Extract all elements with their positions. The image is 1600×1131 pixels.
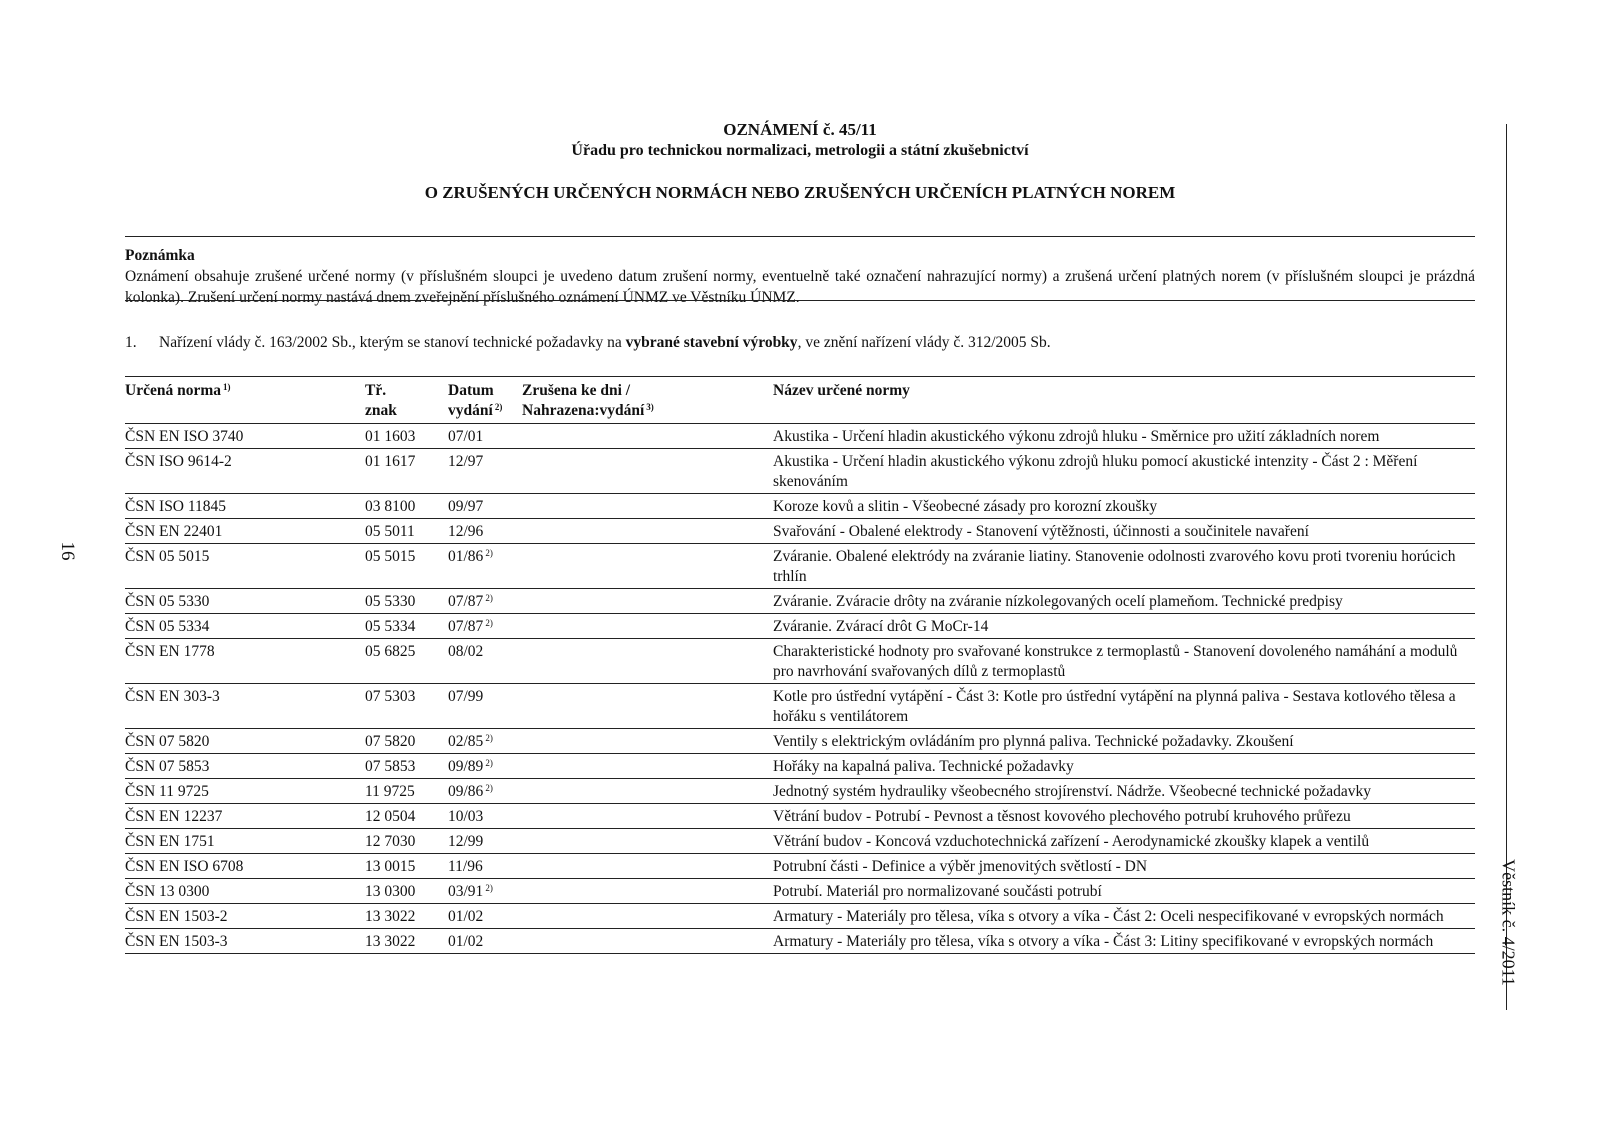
cell-name: Větrání budov - Potrubí - Pevnost a těsnost kovového plechového potrubí kruhového průřezu [773,808,1351,825]
cell-class: 12 0504 [365,808,416,825]
cell-cancelled [522,592,773,612]
cell-date: 09/86 $^{2)}$ [448,783,493,800]
footnote-mark: 2) [485,758,493,768]
table-row [125,729,1475,754]
cell-class: 13 0015 [365,858,416,875]
cell-class: 12 7030 [365,833,416,850]
cell-name: Jednotný systém hydrauliky všeobecného strojírenství. Nádrže. Všeobecné technické požadavky [773,783,1372,800]
cell-name: Akustika - Určení hladin akustického výkonu zdrojů hluku pomocí akustické intenzity - Část 2 : Měření skenováním [773,453,1418,490]
table-row [125,779,1475,804]
cell-class: 05 5015 [365,548,416,565]
note-heading: Poznámka [125,247,195,264]
cell-date: 01/02 [448,933,484,950]
footnote-mark: 2) [485,548,493,558]
cell-name: Zváranie. Zváracie drôty na zváranie nízkolegovaných ocelí plameňom. Technické predpisy [773,593,1343,610]
cell-norm: ČSN 13 0300 [125,883,210,900]
footnote-mark: 2) [485,618,493,628]
cell-class: 11 9725 [365,783,415,800]
cell-date: 07/99 [448,688,484,705]
cell-class: 05 5330 [365,593,416,610]
norms-table [125,376,1475,954]
cell-cancelled [522,807,773,827]
cell-date: 11/96 [448,858,483,875]
cell-cancelled [522,497,773,517]
cell-class: 05 5334 [365,618,416,635]
cell-date: 01/02 [448,908,484,925]
table-row [125,614,1475,639]
cell-date: 12/99 [448,833,484,850]
cell-date: 10/03 [448,808,484,825]
cell-cancelled [522,547,773,587]
footnote-mark: 2) [485,883,493,893]
cell-cancelled [522,757,773,777]
header-class: Tř. znak [365,382,397,419]
notice-subject: O ZRUŠENÝCH URČENÝCH NORMÁCH NEBO ZRUŠENÝCH URČENÍCH PLATNÝCH NOREM [424,183,1176,202]
cell-norm: ČSN ISO 11845 [125,498,227,515]
cell-class: 07 5820 [365,733,416,750]
cell-class: 01 1617 [365,453,416,470]
table-row [125,449,1475,494]
cell-name: Hořáky na kapalná paliva. Technické požadavky [773,758,1074,775]
cell-cancelled [522,427,773,447]
cell-class: 05 6825 [365,643,416,660]
table-header [125,377,1475,424]
table-row [125,589,1475,614]
table-row [125,829,1475,854]
cell-norm: ČSN EN 1503-2 [125,908,228,925]
table-row [125,879,1475,904]
cell-cancelled [522,617,773,637]
cell-norm: ČSN ISO 9614-2 [125,453,232,470]
cell-cancelled [522,782,773,802]
section-text-bold: vybrané stavební výrobky [625,334,798,351]
header-cancelled: Zrušena ke dni / Nahrazena:vydání $^{3)}$ [522,382,654,419]
cell-cancelled [522,732,773,752]
cell-norm: ČSN 07 5853 [125,758,210,775]
cell-cancelled [522,687,773,727]
header-date: Datum vydání $^{2)}$ [448,382,503,419]
note-block [125,245,1475,308]
table-row [125,854,1475,879]
footnote-mark: 2) [485,783,493,793]
table-row [125,639,1475,684]
cell-norm: ČSN EN 1751 [125,833,215,850]
header-norm-name: Název určené normy [773,382,910,399]
cell-name: Větrání budov - Koncová vzduchotechnická zařízení - Aerodynamické zkoušky klapek a ventilů [773,833,1370,850]
cell-name: Armatury - Materiály pro tělesa, víka s otvory a víka - Část 3: Litiny specifikované v evropských normách [773,933,1434,950]
cell-name: Potrubí. Materiál pro normalizované součásti potrubí [773,883,1102,900]
cell-date: 01/86 $^{2)}$ [448,548,493,565]
cell-norm: ČSN EN 1503-3 [125,933,228,950]
cell-date: 12/96 [448,523,484,540]
cell-class: 07 5853 [365,758,416,775]
issuing-office: Úřadu pro technickou normalizaci, metrologii a státní zkušebnictví [571,142,1029,159]
table-row [125,804,1475,829]
cell-name: Zváranie. Zvárací drôt G MoCr-14 [773,618,989,635]
cell-name: Kotle pro ústřední vytápění - Část 3: Kotle pro ústřední vytápění na plynná paliva - Sestava kotlového tělesa a hořáku s ventilátorem [773,688,1456,725]
header-norm: Určená norma $^{1)}$ [125,382,231,399]
section-heading [125,334,1051,352]
cell-date: 02/85 $^{2)}$ [448,733,493,750]
cell-cancelled [522,832,773,852]
cell-cancelled [522,882,773,902]
notice-title: OZNÁMENÍ č. 45/11 [723,120,877,139]
table-body [125,424,1475,954]
cell-norm: ČSN 05 5330 [125,593,210,610]
cell-cancelled [522,452,773,492]
cell-norm: ČSN EN 303-3 [125,688,220,705]
cell-class: 13 3022 [365,933,416,950]
cell-cancelled [522,932,773,952]
cell-date: 07/87 $^{2)}$ [448,618,493,635]
cell-date: 09/89 $^{2)}$ [448,758,493,775]
footnote-mark: 2) [485,733,493,743]
table-row [125,544,1475,589]
footnote-mark: 2) [485,593,493,603]
cell-norm: ČSN EN 1778 [125,643,215,660]
note-bottom-rule [125,300,1475,301]
cell-norm: ČSN 05 5334 [125,618,210,635]
cell-name: Akustika - Určení hladin akustického výkonu zdrojů hluku - Směrnice pro užití základních norem [773,428,1380,445]
cell-date: 03/91 $^{2)}$ [448,883,493,900]
cell-norm: ČSN EN 22401 [125,523,223,540]
cell-name: Koroze kovů a slitin - Všeobecné zásady pro korozní zkoušky [773,498,1158,515]
cell-cancelled [522,642,773,682]
section-text-before: Nařízení vlády č. 163/2002 Sb., kterým se stanoví technické požadavky na [159,334,626,351]
cell-class: 05 5011 [365,523,415,540]
note-top-rule [125,236,1475,237]
cell-class: 13 0300 [365,883,416,900]
cell-name: Potrubní části - Definice a výběr jmenovitých světlostí - DN [773,858,1148,875]
table-row [125,519,1475,544]
table-row [125,904,1475,929]
cell-date: 12/97 [448,453,484,470]
cell-norm: ČSN EN ISO 6708 [125,858,244,875]
table-row [125,754,1475,779]
cell-cancelled [522,857,773,877]
table-row [125,929,1475,954]
cell-norm: ČSN 11 9725 [125,783,209,800]
cell-cancelled [522,522,773,542]
cell-date: 09/97 [448,498,484,515]
cell-class: 13 3022 [365,908,416,925]
cell-date: 08/02 [448,643,484,660]
section-number: 1. [125,334,137,351]
section-text-after: , ve znění nařízení vlády č. 312/2005 Sb. [797,334,1051,351]
cell-norm: ČSN EN ISO 3740 [125,428,244,445]
cell-name: Armatury - Materiály pro tělesa, víka s otvory a víka - Část 2: Oceli nespecifikované v evropských normách [773,908,1444,925]
journal-issue: Věstník č. 4/2011 [1498,859,1519,986]
cell-class: 03 8100 [365,498,416,515]
cell-class: 01 1603 [365,428,416,445]
cell-name: Zváranie. Obalené elektródy na zváranie liatiny. Stanovenie odolnosti zvarového kovu proti tvoreniu horúcich trhlín [773,548,1456,585]
cell-class: 07 5303 [365,688,416,705]
table-row [125,424,1475,449]
cell-name: Ventily s elektrickým ovládáním pro plynná paliva. Technické požadavky. Zkoušení [773,733,1294,750]
cell-date: 07/01 [448,428,484,445]
cell-norm: ČSN 05 5015 [125,548,210,565]
table-row [125,494,1475,519]
cell-date: 07/87 $^{2)}$ [448,593,493,610]
cell-name: Svařování - Obalené elektrody - Stanovení výtěžnosti, účinnosti a součinitele navaření [773,523,1309,540]
cell-name: Charakteristické hodnoty pro svařované konstrukce z termoplastů - Stanovení dovoleného namáhání a modulů pro navrhování svařovaných dílů z termoplastů [773,643,1458,680]
cell-norm: ČSN EN 12237 [125,808,223,825]
cell-norm: ČSN 07 5820 [125,733,210,750]
note-text: Oznámení obsahuje zrušené určené normy (v příslušném sloupci je uvedeno datum zrušení normy, eventuelně také označení nahrazující normy) a zrušená určení platných norem (v příslušném sloupci je prázdná kolonka). Zrušení určení normy nastává dnem zveřejnění příslušného oznámení ÚNMZ ve Věstníku ÚNMZ. [125,268,1475,306]
cell-cancelled [522,907,773,927]
page-number: 16 [57,541,78,561]
table-row [125,684,1475,729]
